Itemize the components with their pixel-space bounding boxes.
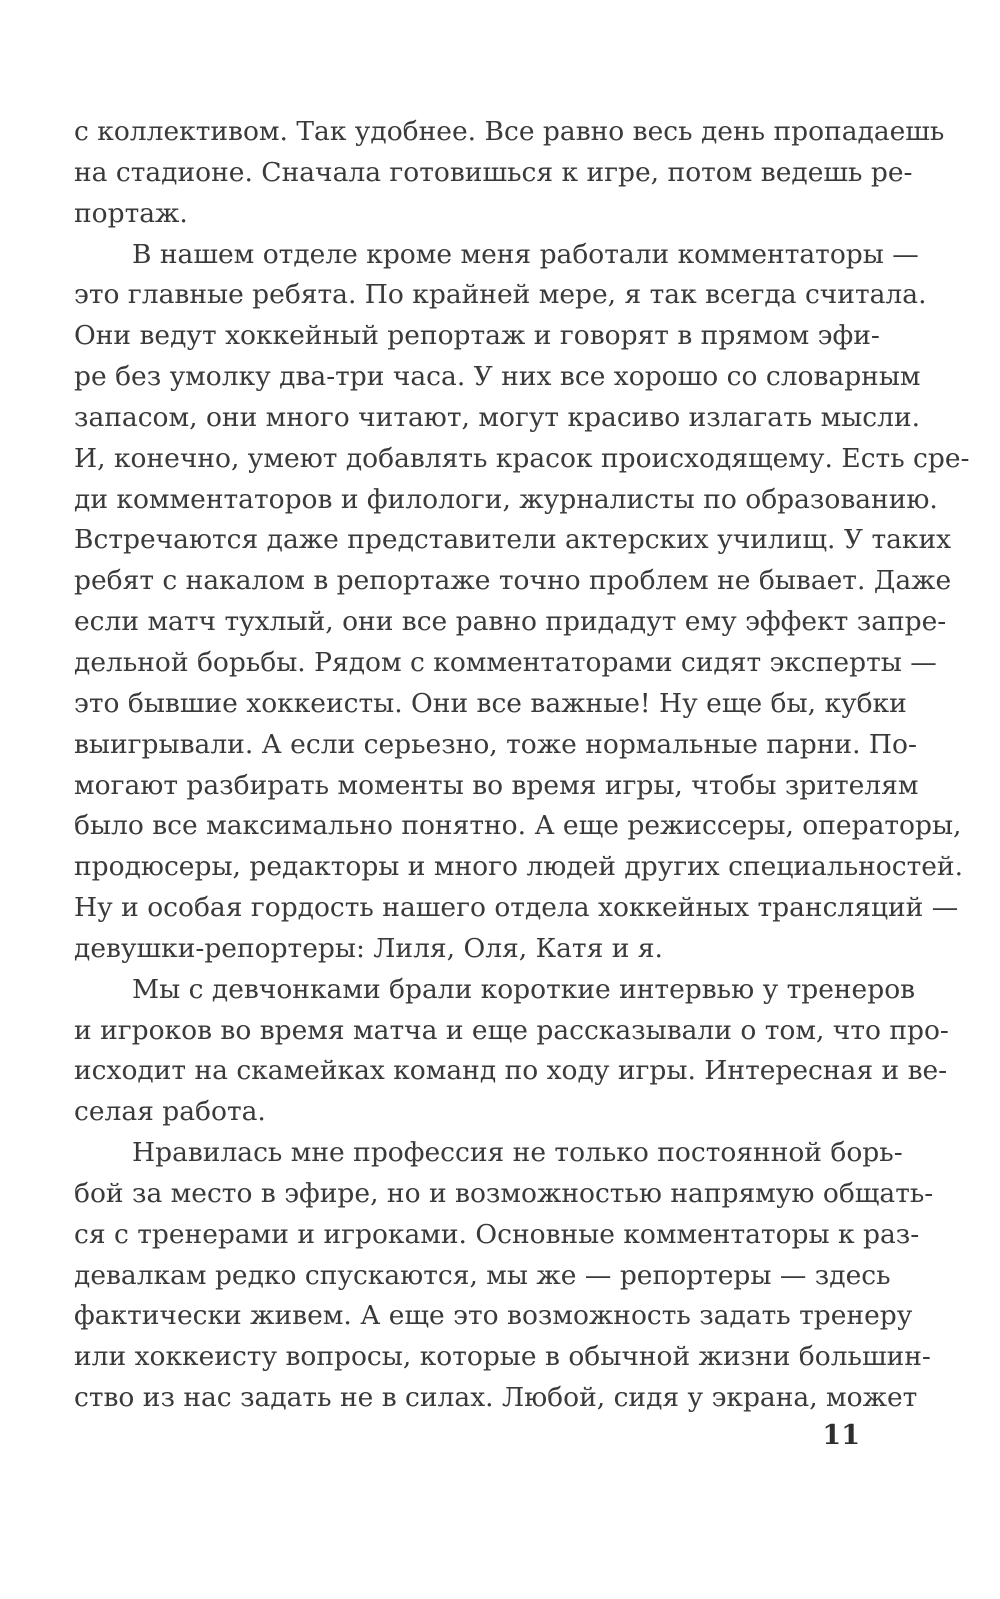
text-line: ся с тренерами и игроками. Основные комментаторы к раз- [74,1218,920,1250]
text-line: ство из нас задать не в силах. Любой, сидя у экрана, может [74,1382,918,1414]
paragraph [74,112,945,235]
text-line: выигрывали. А если серьезно, тоже нормальные парни. По- [74,728,917,760]
text-line: это бывшие хоккеисты. Они все важные! Ну еще бы, кубки [74,687,907,719]
text-line: на стадионе. Сначала готовишься к игре, потом ведешь ре- [74,156,913,188]
text-line: Они ведут хоккейный репортаж и говорят в прямом эфи- [74,320,880,352]
text-line: Нравилась мне профессия не только постоянной борь- [132,1137,903,1169]
text-line: Ну и особая гордость нашего отдела хоккейных трансляций — [74,892,959,924]
text-line: это главные ребята. По крайней мере, я так всегда считала. [74,279,927,311]
text-line: ре без умолку два-три часа. У них все хорошо со словарным [74,361,921,393]
text-line: портаж. [74,197,188,229]
text-line: продюсеры, редакторы и много людей других специальностей. [74,851,964,883]
text-line: селая работа. [74,1096,266,1128]
text-line: исходит на скамейках команд по ходу игры. Интересная и ве- [74,1055,948,1087]
paragraph [74,235,970,970]
text-line: бой за место в эфире, но и возможностью напрямую общать- [74,1177,934,1209]
text-line: В нашем отделе кроме меня работали комментаторы — [132,238,919,270]
text-line: И, конечно, умеют добавлять красок происходящему. Есть сре- [74,442,970,474]
text-line: девалкам редко спускаются, мы же — репортеры — здесь [74,1259,891,1291]
page-number: 11 [822,1420,860,1451]
text-line: ди комментаторов и филологи, журналисты по образованию. [74,483,938,515]
text-line: или хоккеисту вопросы, которые в обычной жизни большин- [74,1341,931,1373]
text-line: могают разбирать моменты во время игры, чтобы зрителям [74,769,919,801]
text-line: с коллективом. Так удобнее. Все равно весь день пропадаешь [74,116,945,147]
paragraph [74,1133,934,1419]
text-line: дельной борьбы. Рядом с комментаторами сидят эксперты — [74,646,937,678]
text-line: девушки-репортеры: Лиля, Оля, Катя и я. [74,932,663,964]
text-line: фактически живем. А еще это возможность задать тренеру [74,1300,913,1332]
text-line: если матч тухлый, они все равно придадут ему эффект запре- [74,606,947,638]
body-text [74,112,970,1419]
text-line: было все максимально понятно. А еще режиссеры, операторы, [74,810,962,842]
text-line: Мы с девчонками брали короткие интервью у тренеров [132,973,916,1005]
text-line: ребят с накалом в репортаже точно проблем не бывает. Даже [74,565,952,597]
text-line: запасом, они много читают, могут красиво излагать мысли. [74,401,921,433]
text-line: и игроков во время матча и еще рассказывали о том, что про- [74,1014,949,1046]
paragraph [74,970,949,1133]
text-line: Встречаются даже представители актерских училищ. У таких [74,524,952,556]
